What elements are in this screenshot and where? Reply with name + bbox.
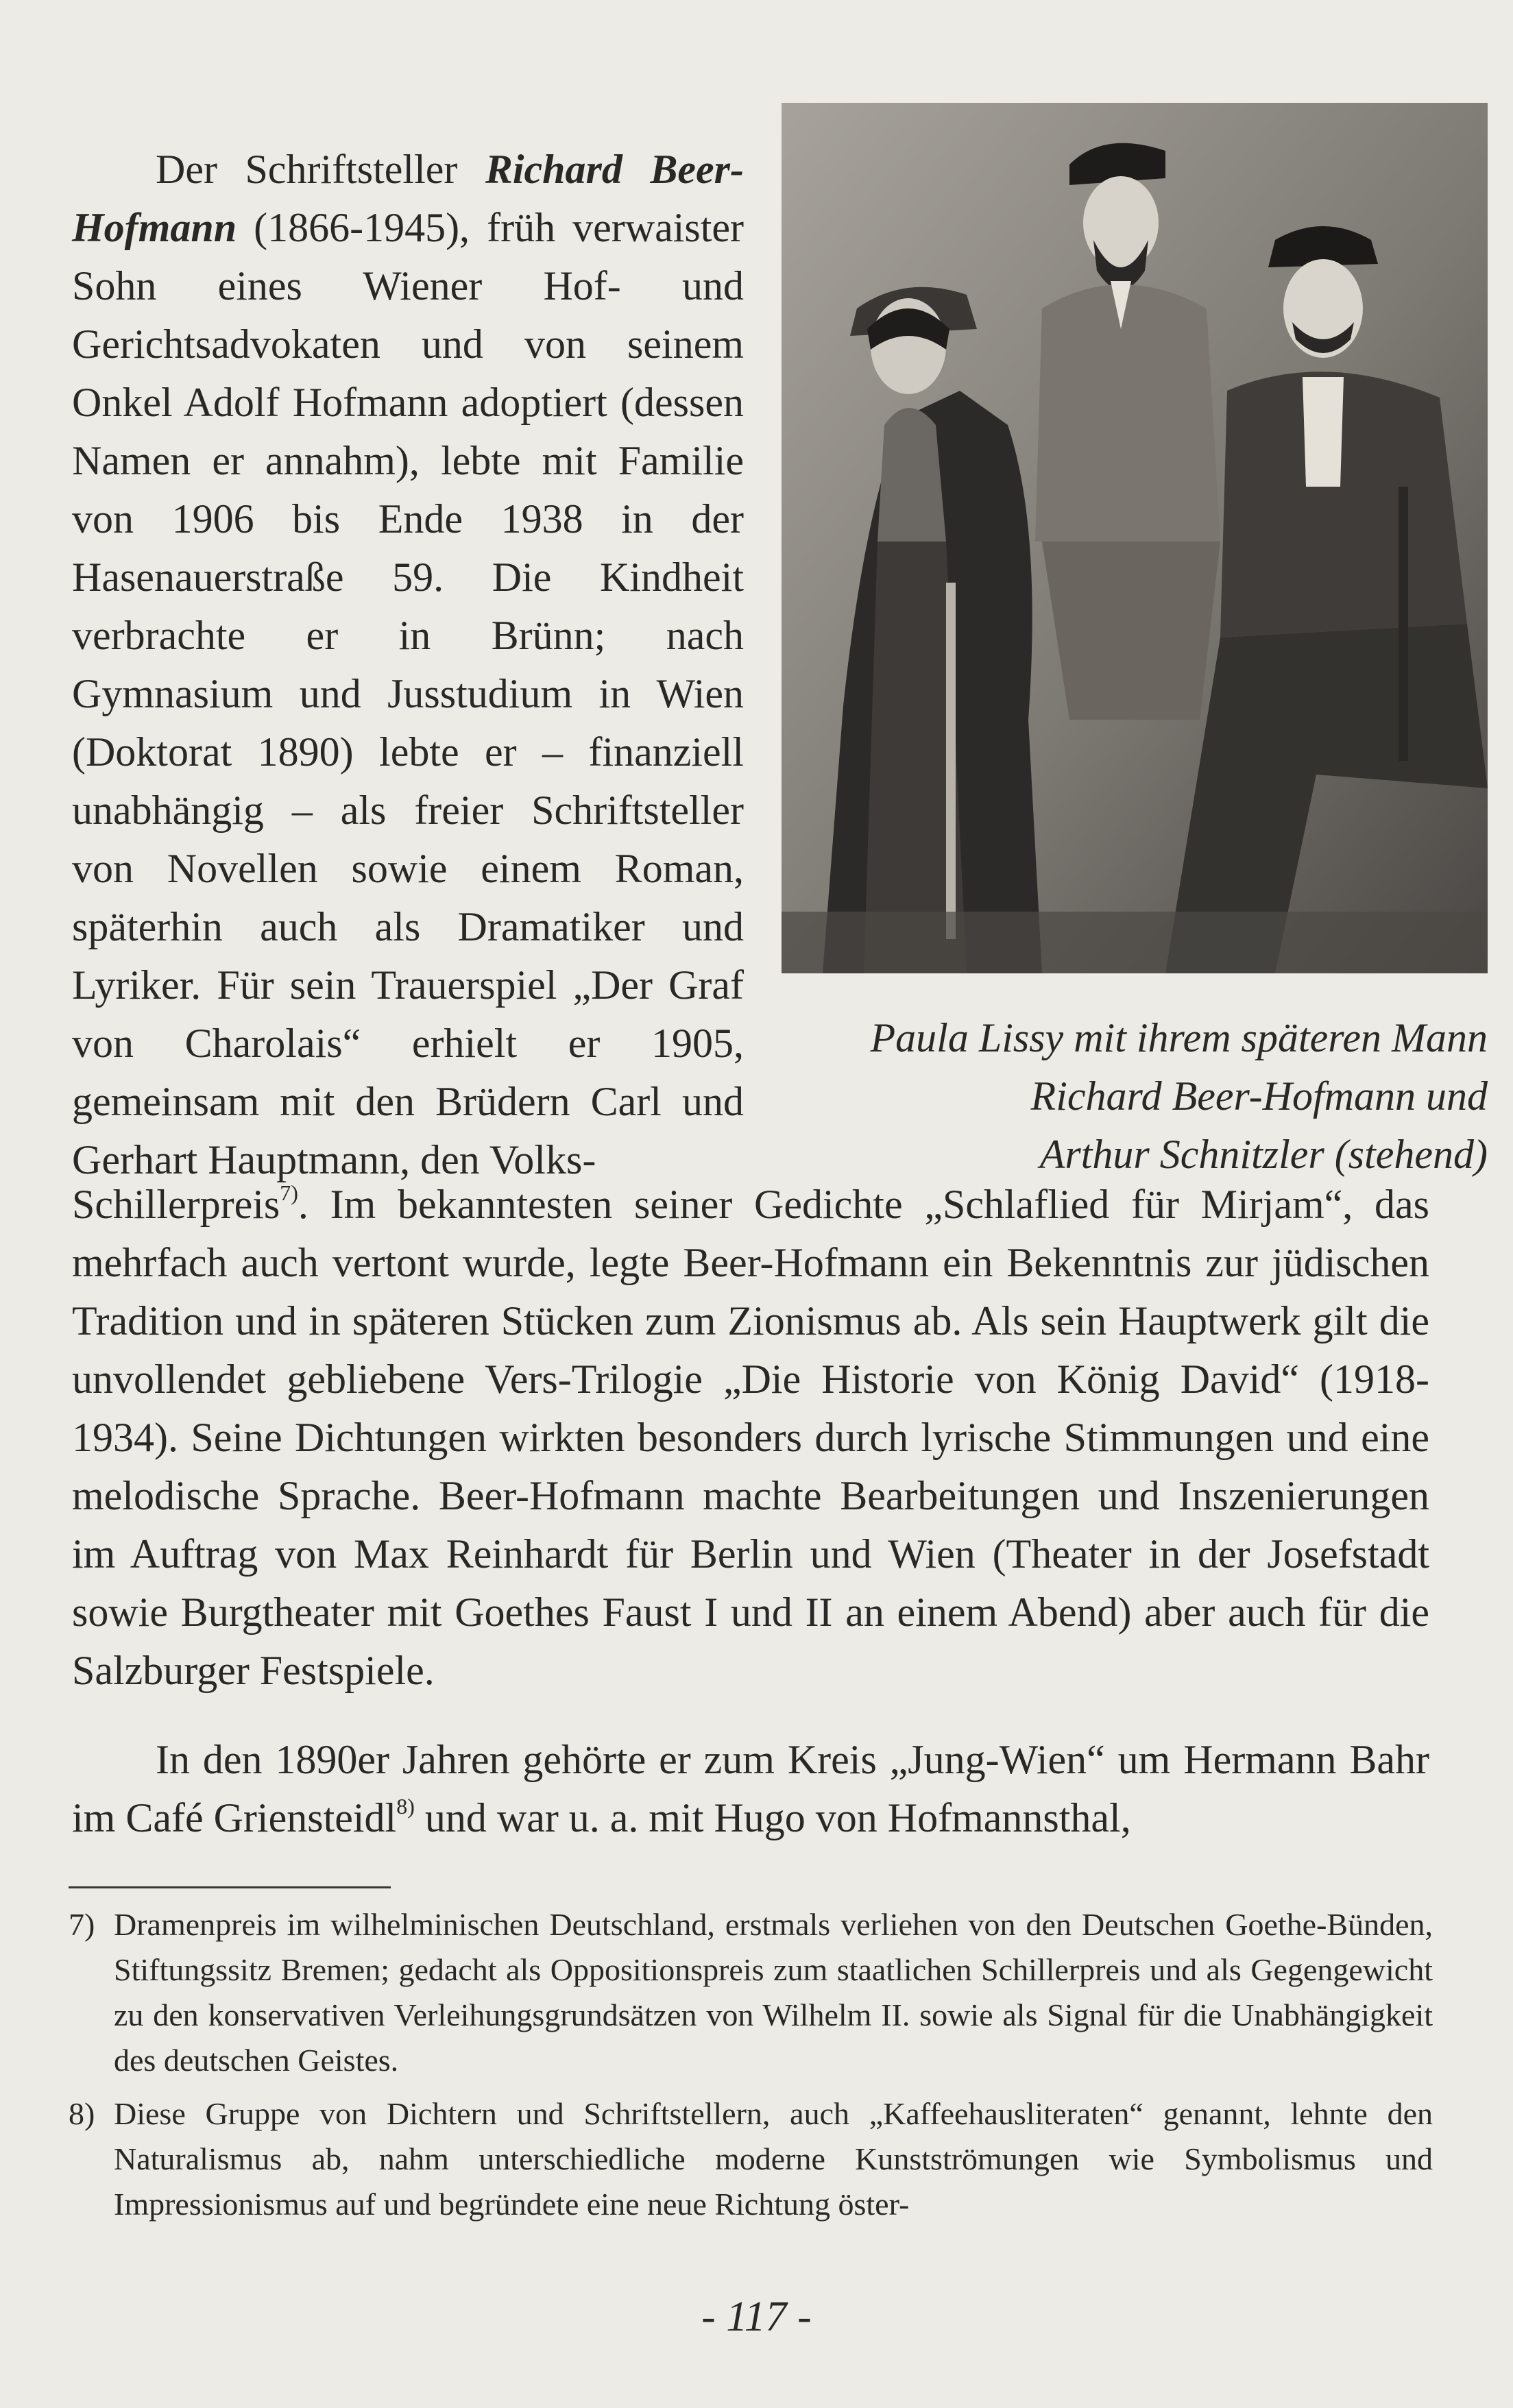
caption-line: Arthur Schnitzler (stehend) <box>1039 1132 1488 1177</box>
footnote-number: 8) <box>69 2096 95 2131</box>
caption-line: Richard Beer-Hofmann und <box>1030 1073 1488 1119</box>
body-text: . Im bekanntesten seiner Gedichte „Schlaflied für Mirjam“, das mehrfach auch vertont wurde, legte Beer-Hofmann ein Bekenntnis zur jüdischen Tradition und in späteren Stücken zum Zionismus ab. Als sein Hauptwerk gilt die unvollendet gebliebene Vers-Trilogie „Die Historie von König David“ (1918-1934). Seine Dichtungen wirkten besonders durch lyrische Stimmungen und eine melodische Sprache. Beer-Hofmann machte Bearbeitungen und Inszenierungen im Auftrag von Max Reinhardt für Berlin und Wien (Theater in der Josefstadt sowie Burgtheater mit Goethes Faust I und II an einem Abend) aber auch für die Salzburger Festspiele. <box>72 1182 1429 1693</box>
intro-text: Der Schriftsteller <box>156 147 485 192</box>
footnote-text: Dramenpreis im wilhelminischen Deutschland, erstmals verliehen von den Deutschen Goethe-Bünden, Stiftungssitz Bremen; gedacht als Oppositionspreis zum staatlichen Schillerpreis und als Gegengewicht zu den konservativen Verleihungsgrundsätzen von Wilhelm II. sowie als Signal für die Unabhängigkeit des deutschen Geistes. <box>114 1907 1433 2078</box>
footnote-ref-7[interactable]: 7) <box>280 1180 298 1205</box>
intro-paragraph <box>72 141 744 1189</box>
footnotes <box>69 1902 1433 2235</box>
body-text: und war u. a. mit Hugo von Hofmannsthal, <box>414 1795 1131 1840</box>
photo-caption <box>782 1009 1488 1184</box>
footnote-8 <box>69 2091 1433 2227</box>
footnote-divider <box>69 1886 391 1888</box>
caption-line: Paula Lissy mit ihrem späteren Mann <box>870 1015 1488 1060</box>
page-number: - 117 - <box>701 2294 812 2340</box>
author-name: Richard Beer-Hofmann <box>72 147 744 250</box>
body-text: In den 1890er Jahren gehörte er zum Kreis „Jung-Wien“ um Hermann Bahr im Café Griensteidl <box>72 1737 1429 1840</box>
photo-illustration <box>782 103 1488 973</box>
historical-photo <box>782 103 1488 973</box>
footnote-7 <box>69 1902 1433 2083</box>
footnote-number: 7) <box>69 1907 95 1942</box>
body-text: Schillerpreis <box>72 1182 280 1227</box>
intro-continuation <box>72 1176 1429 1700</box>
footnote-text: Diese Gruppe von Dichtern und Schriftstellern, auch „Kaffeehausliteraten“ genannt, lehnte den Naturalismus ab, nahm unterschiedliche moderne Kunstströmungen wie Symbolismus und Impressionismus auf und begründete eine neue Richtung öster- <box>114 2096 1433 2222</box>
footnote-ref-8[interactable]: 8) <box>396 1794 415 1819</box>
intro-text: (1866-1945), früh verwaister Sohn eines Wiener Hof- und Gerichtsadvokaten und von seinem Onkel Adolf Hofmann adoptiert (dessen Namen er annahm), lebte mit Familie von 1906 bis Ende 1938 in der Hasenauerstraße 59. Die Kindheit verbrachte er in Brünn; nach Gymnasium und Jusstudium in Wien (Doktorat 1890) lebte er – finanziell unabhängig – als freier Schriftsteller von Novellen sowie einem Roman, späterhin auch als Dramatiker und Lyriker. Für sein Trauerspiel „Der Graf von Charolais“ erhielt er 1905, gemeinsam mit den Brüdern Carl und Gerhart Hauptmann, den Volks- <box>72 205 744 1182</box>
photo-figure <box>782 103 1488 1184</box>
second-paragraph <box>72 1731 1429 1847</box>
